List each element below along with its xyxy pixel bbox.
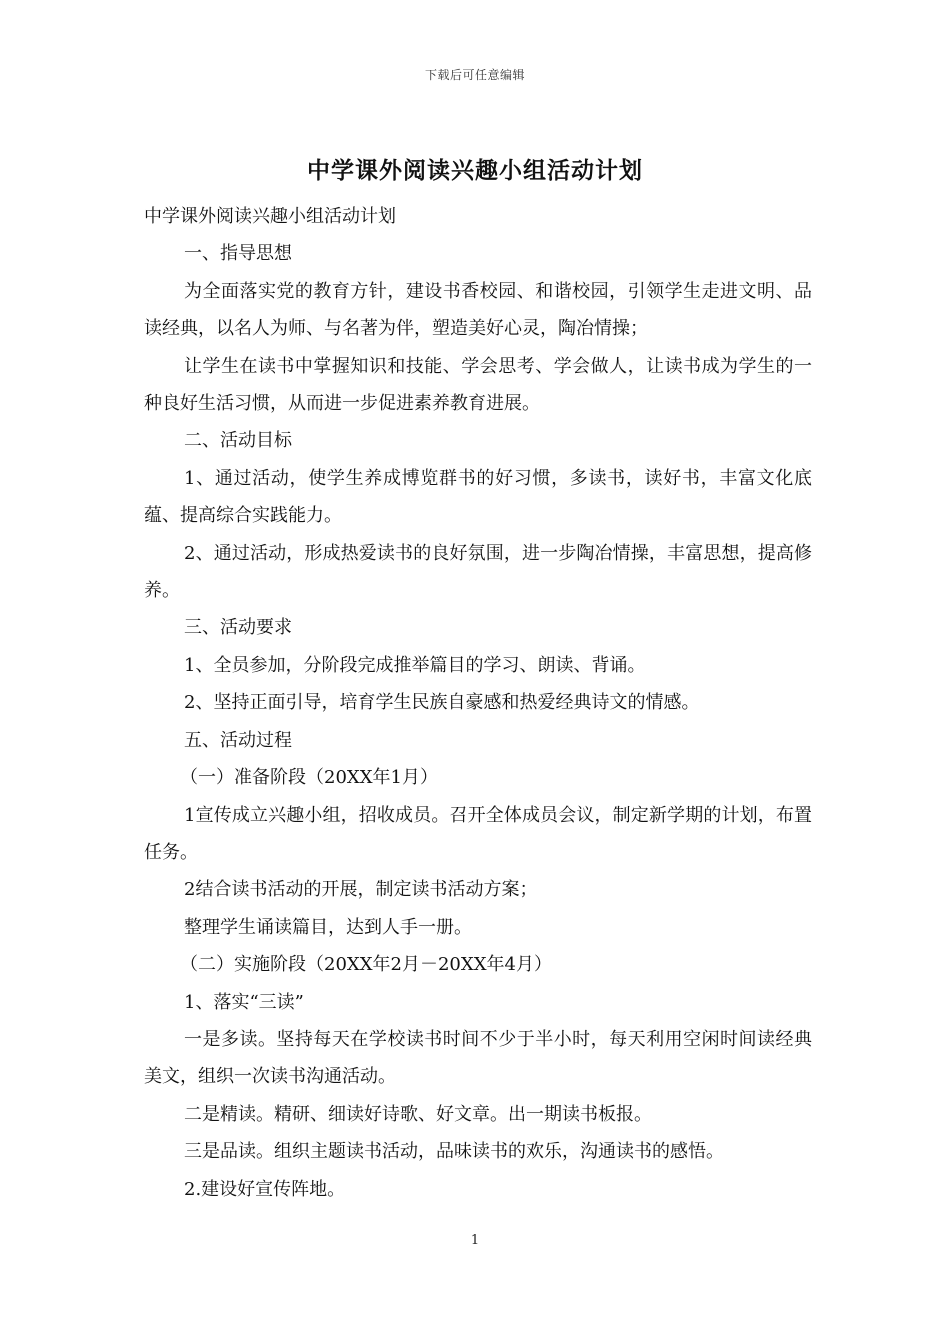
paragraph: 2、通过活动，形成热爱读书的良好氛围，进一步陶冶情操，丰富思想，提高修养。 xyxy=(144,542,812,602)
paragraph: 让学生在读书中掌握知识和技能、学会思考、学会做人，让读书成为学生的一种良好生活习惯，从而进一步促进素养教育进展。 xyxy=(144,355,812,415)
heading-guiding-ideology: 一、指导思想 xyxy=(184,243,292,265)
paragraph: 一是多读。坚持每天在学校读书时间不少于半小时，每天利用空闲时间读经典美文，组织一次读书沟通活动。 xyxy=(144,1028,812,1088)
document-body xyxy=(144,198,812,1208)
paragraph: 1、通过活动，使学生养成博览群书的好习惯，多读书，读好书，丰富文化底蕴、提高综合实践能力。 xyxy=(144,467,812,527)
paragraph: 1、全员参加，分阶段完成推举篇目的学习、朗读、背诵。 xyxy=(184,654,646,676)
paragraph: 三是品读。组织主题读书活动，品味读书的欢乐，沟通读书的感悟。 xyxy=(184,1141,724,1163)
paragraph: 整理学生诵读篇目，达到人手一册。 xyxy=(184,916,472,938)
page-number: 1 xyxy=(470,1233,480,1248)
heading-activity-requirements: 三、活动要求 xyxy=(184,617,292,639)
subheading-implementation-stage: （二）实施阶段（20XX年2月－20XX年4月） xyxy=(180,954,552,976)
heading-activity-goals: 二、活动目标 xyxy=(184,430,292,452)
paragraph: 1宣传成立兴趣小组，招收成员。召开全体成员会议，制定新学期的计划，布置任务。 xyxy=(144,804,812,863)
paragraph: 2、坚持正面引导，培育学生民族自豪感和热爱经典诗文的情感。 xyxy=(184,692,700,714)
paragraph: 2.建设好宣传阵地。 xyxy=(184,1178,346,1200)
paragraph: 2结合读书活动的开展，制定读书活动方案； xyxy=(184,879,538,901)
paragraph: 为全面落实党的教育方针，建设书香校园、和谐校园，引领学生走进文明、品读经典，以名人为师、与名著为伴，塑造美好心灵，陶冶情操； xyxy=(144,280,812,340)
heading-activity-process: 五、活动过程 xyxy=(184,729,292,751)
document-title: 中学课外阅读兴趣小组活动计划 xyxy=(307,157,643,184)
paragraph: 1、落实“三读” xyxy=(184,991,304,1013)
paragraph: 二是精读。精研、细读好诗歌、好文章。出一期读书板报。 xyxy=(184,1103,652,1125)
subheading-preparation-stage: （一）准备阶段（20XX年1月） xyxy=(180,767,438,789)
header-note: 下载后可任意编辑 xyxy=(424,68,525,82)
paragraph-subtitle: 中学课外阅读兴趣小组活动计划 xyxy=(144,206,396,227)
